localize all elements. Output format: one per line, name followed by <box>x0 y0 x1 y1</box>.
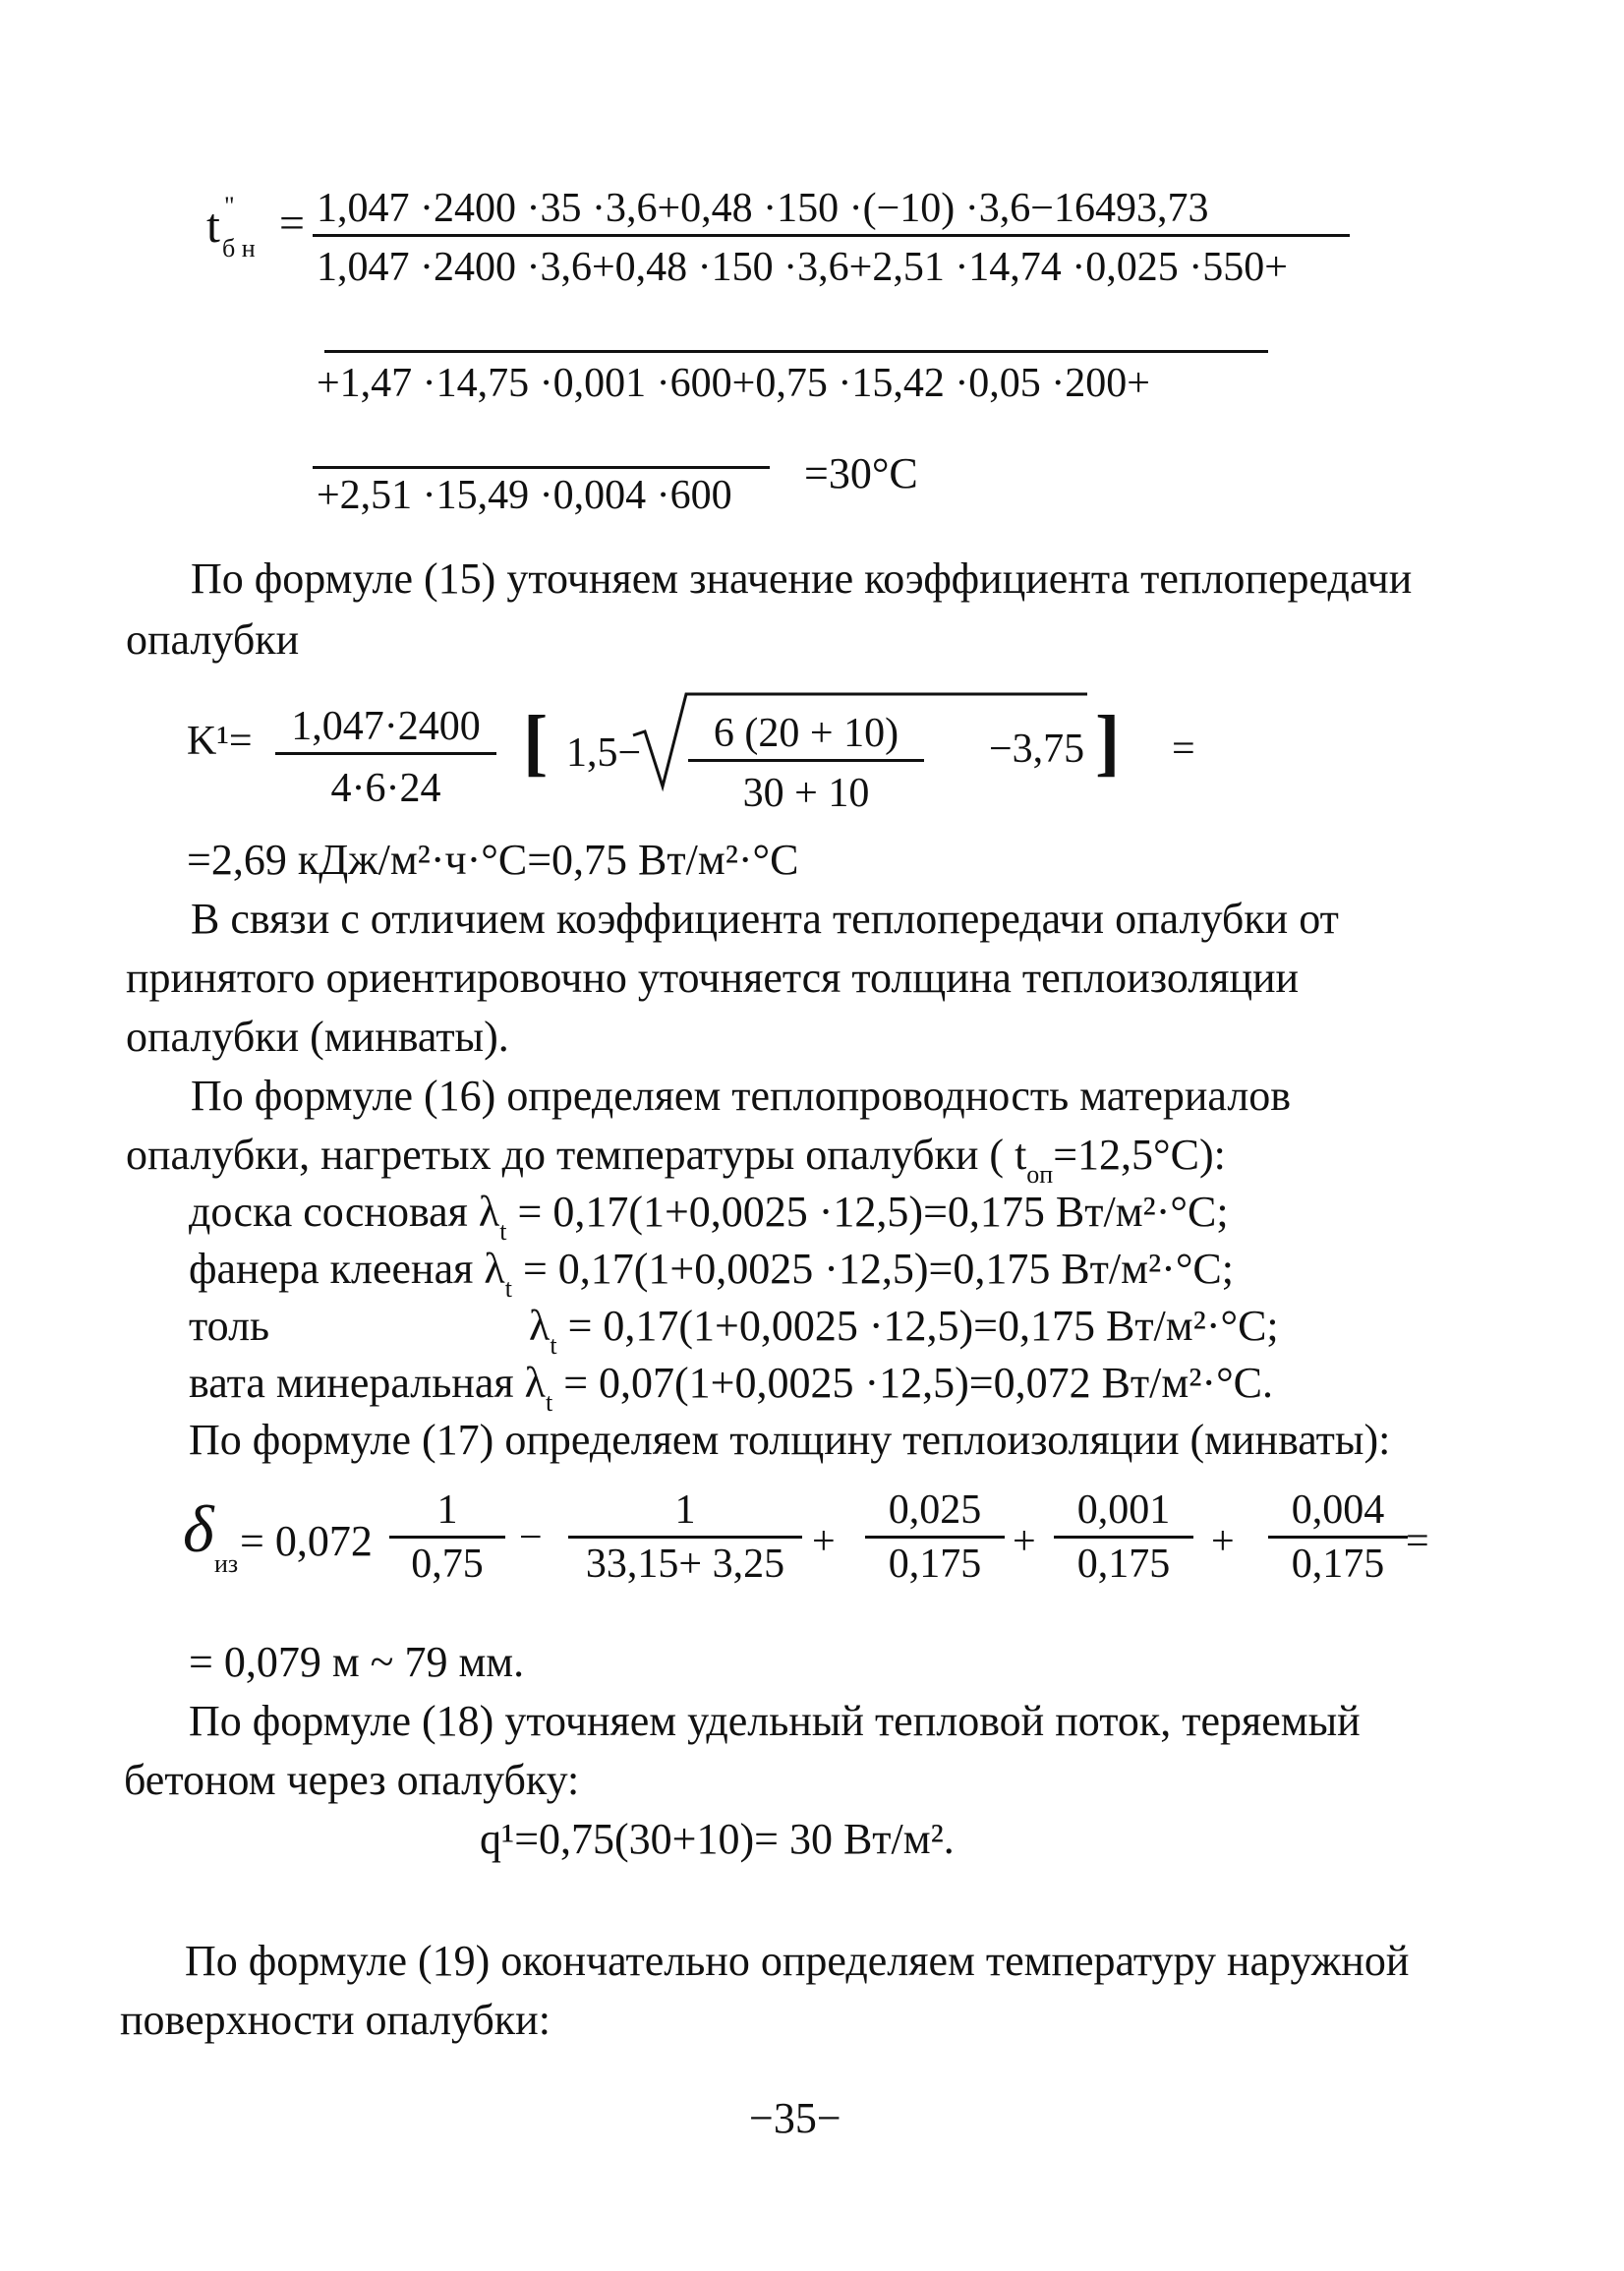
lhs-prime: " <box>224 192 235 220</box>
paragraph-3-line-1: По формуле (16) определяем теплопроводность материалов <box>191 1072 1292 1120</box>
formula3-equals: = <box>1406 1519 1429 1564</box>
k-fraction: $\frac{1,047\cdot 2400}{4\cdot 6\cdot 24}$ <box>275 703 496 812</box>
paragraph-5-line-2: бетоном через опалубку: <box>124 1756 580 1804</box>
fraction-1: $\frac{1}{0,75}$ <box>389 1486 505 1588</box>
fraction-bar <box>313 466 770 469</box>
formula1-result: =30°C <box>804 449 918 497</box>
plus-sign: + <box>812 1519 836 1564</box>
material-row: вата минеральная $\lambda_t = 0,07(1+0,0025 \cdot 12,5)=0,072$ Вт/м²·°C. <box>189 1359 1274 1417</box>
formula1-denominator-3: +2,51 ·15,49 ·0,004 ·600 <box>317 473 732 518</box>
delta-symbol: δ <box>183 1491 214 1566</box>
delta-subscript: из <box>214 1549 239 1578</box>
fraction-bar <box>324 350 1268 353</box>
formula1-denominator-1: 1,047 ·2400 ·3,6+0,48 ·150 ·3,6+2,51 ·14,74 ·0,025 ·550+ <box>317 245 1288 290</box>
paragraph-1-line-1: По формуле (15) уточняем значение коэффициента теплопередачи <box>191 554 1413 603</box>
page-number: −35− <box>749 2094 841 2142</box>
paragraph-3-line-2: опалубки, нагретых до температуры опалубки ( $t_{оп}=12,5^\circ C$): <box>126 1131 1226 1189</box>
formula1-denominator-2: +1,47 ·14,75 ·0,001 ·600+0,75 ·15,42 ·0,05 ·200+ <box>317 361 1150 406</box>
paragraph-6-line-2: поверхности опалубки: <box>120 1996 551 2044</box>
paragraph-2-line-2: принятого ориентировочно уточняется толщина теплоизоляции <box>126 954 1300 1002</box>
material-row: толь <box>189 1302 270 1350</box>
coefficient: = 0,072 <box>240 1517 373 1565</box>
formula-heat-flux: q¹=0,75(30+10)= 30 Вт/м². <box>480 1815 955 1863</box>
plus-sign: + <box>1013 1519 1036 1564</box>
lhs-equals: = <box>279 198 305 248</box>
formula2-result: =2,69 кДж/м²·ч·°C=0,75 Вт/м²·°C <box>187 836 799 884</box>
bracket-open: [ <box>523 701 549 784</box>
paragraph-6-line-1: По формуле (19) окончательно определяем температуру наружной <box>185 1937 1410 1985</box>
material-row-formula: $\lambda_t = 0,17(1+0,0025 \cdot 12,5)=0,175$ Вт/м²·°C; <box>529 1302 1279 1360</box>
material-row: доска сосновая $\lambda_t = 0,17(1+0,0025 \cdot 12,5)=0,175$ Вт/м²·°C; <box>189 1188 1229 1246</box>
k-prime-lhs: K¹= <box>187 719 253 764</box>
paragraph-5-line-1: По формуле (18) уточняем удельный тепловой поток, теряемый <box>189 1697 1361 1745</box>
material-row: фанера клееная $\lambda_t = 0,17(1+0,0025 \cdot 12,5)=0,175$ Вт/м²·°C; <box>189 1245 1234 1303</box>
fraction-4: $\frac{0,001}{0,175}$ <box>1054 1486 1193 1588</box>
sqrt-fraction: $\frac{6 (20 + 10)}{30 + 10}$ <box>688 710 924 817</box>
formula2-equals: = <box>1172 727 1195 772</box>
paragraph-2-line-1: В связи с отличием коэффициента теплопередачи опалубки от <box>191 895 1339 943</box>
fraction-5: $\frac{0,004}{0,175}$ <box>1268 1486 1408 1588</box>
paragraph-4: По формуле (17) определяем толщину теплоизоляции (минваты): <box>189 1416 1391 1464</box>
lhs-subscript: б н <box>222 234 256 262</box>
formula3-result: = 0,079 м ~ 79 мм. <box>189 1638 525 1686</box>
fraction-3: $\frac{0,025}{0,175}$ <box>865 1486 1005 1588</box>
paragraph-2-line-3: опалубки (минваты). <box>126 1013 509 1061</box>
const-3-75: −3,75 <box>989 727 1085 772</box>
formula1-numerator: 1,047 ·2400 ·35 ·3,6+0,48 ·150 ·(−10) ·3,6−16493,73 <box>317 186 1209 231</box>
plus-sign: + <box>1211 1519 1235 1564</box>
fraction-bar <box>313 234 1350 237</box>
bracket-close: ] <box>1095 701 1121 784</box>
paragraph-1-line-2: опалубки <box>126 615 300 664</box>
fraction-2: $\frac{1}{33,15+ 3,25}$ <box>568 1486 802 1588</box>
minus-sign: − <box>519 1515 543 1560</box>
lhs-t: t <box>206 198 220 253</box>
const-1-5: 1,5− <box>566 730 642 776</box>
